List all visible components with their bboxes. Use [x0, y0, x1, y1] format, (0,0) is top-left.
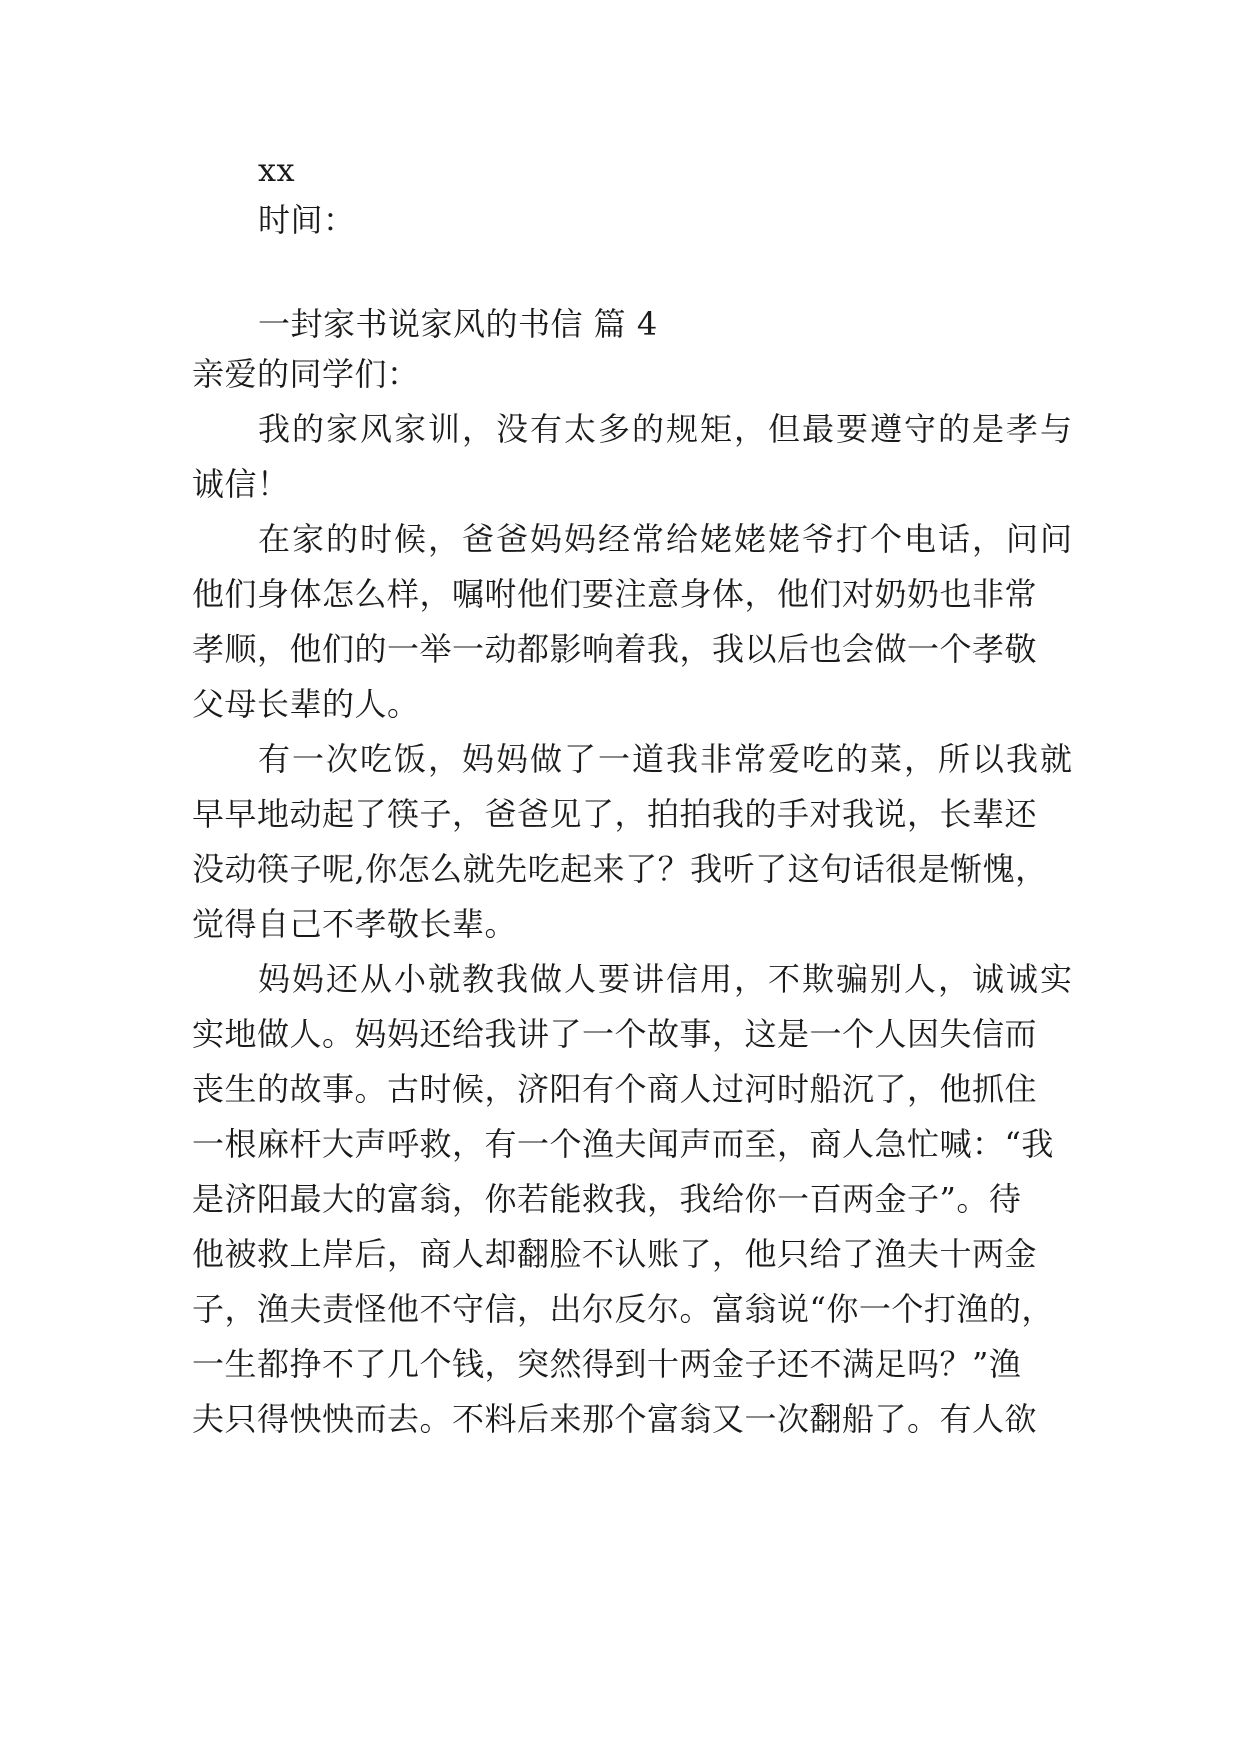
paragraph-line: 没动筷子呢,你怎么就先吃起来了？我听了这句话很是惭愧，	[192, 850, 1048, 888]
paragraph-line: 孝顺，他们的一举一动都影响着我，我以后也会做一个孝敬	[192, 630, 1038, 668]
paragraph-line: 有一次吃饭，妈妈做了一道我非常爱吃的菜，所以我就	[258, 740, 1075, 778]
paragraph-line: 诚信！	[192, 465, 290, 503]
paragraph-line: 实地做人。妈妈还给我讲了一个故事，这是一个人因失信而	[192, 1015, 1038, 1053]
paragraph-line: 一生都挣不了几个钱，突然得到十两金子还不满足吗？”渔	[192, 1345, 1022, 1383]
paragraph-line: 在家的时候，爸爸妈妈经常给姥姥姥爷打个电话，问问	[258, 520, 1075, 558]
greeting: 亲爱的同学们：	[192, 355, 420, 393]
paragraph-line: 父母长辈的人。	[192, 685, 420, 723]
paragraph-line: 我的家风家训，没有太多的规矩，但最要遵守的是孝与	[258, 410, 1075, 448]
author-placeholder: xx	[258, 151, 296, 189]
time-label: 时间：	[258, 201, 356, 239]
paragraph-line: 是济阳最大的富翁，你若能救我，我给你一百两金子”。待	[192, 1180, 1022, 1218]
paragraph-line: 子，渔夫责怪他不守信，出尔反尔。富翁说“你一个打渔的，	[192, 1290, 1054, 1328]
paragraph-line: 他们身体怎么样，嘱咐他们要注意身体，他们对奶奶也非常	[192, 575, 1038, 613]
paragraph-line: 觉得自己不孝敬长辈。	[192, 905, 518, 943]
paragraph-line: 早早地动起了筷子，爸爸见了，拍拍我的手对我说，长辈还	[192, 795, 1038, 833]
paragraph-line: 一根麻杆大声呼救，有一个渔夫闻声而至，商人急忙喊：“我	[192, 1125, 1054, 1163]
paragraph-line: 他被救上岸后，商人却翻脸不认账了，他只给了渔夫十两金	[192, 1235, 1038, 1273]
paragraph-line: 妈妈还从小就教我做人要讲信用，不欺骗别人，诚诚实	[258, 960, 1075, 998]
paragraph-line: 丧生的故事。古时候，济阳有个商人过河时船沉了，他抓住	[192, 1070, 1038, 1108]
article-title: 一封家书说家风的书信 篇 4	[258, 305, 658, 343]
paragraph-line: 夫只得怏怏而去。不料后来那个富翁又一次翻船了。有人欲	[192, 1400, 1038, 1438]
